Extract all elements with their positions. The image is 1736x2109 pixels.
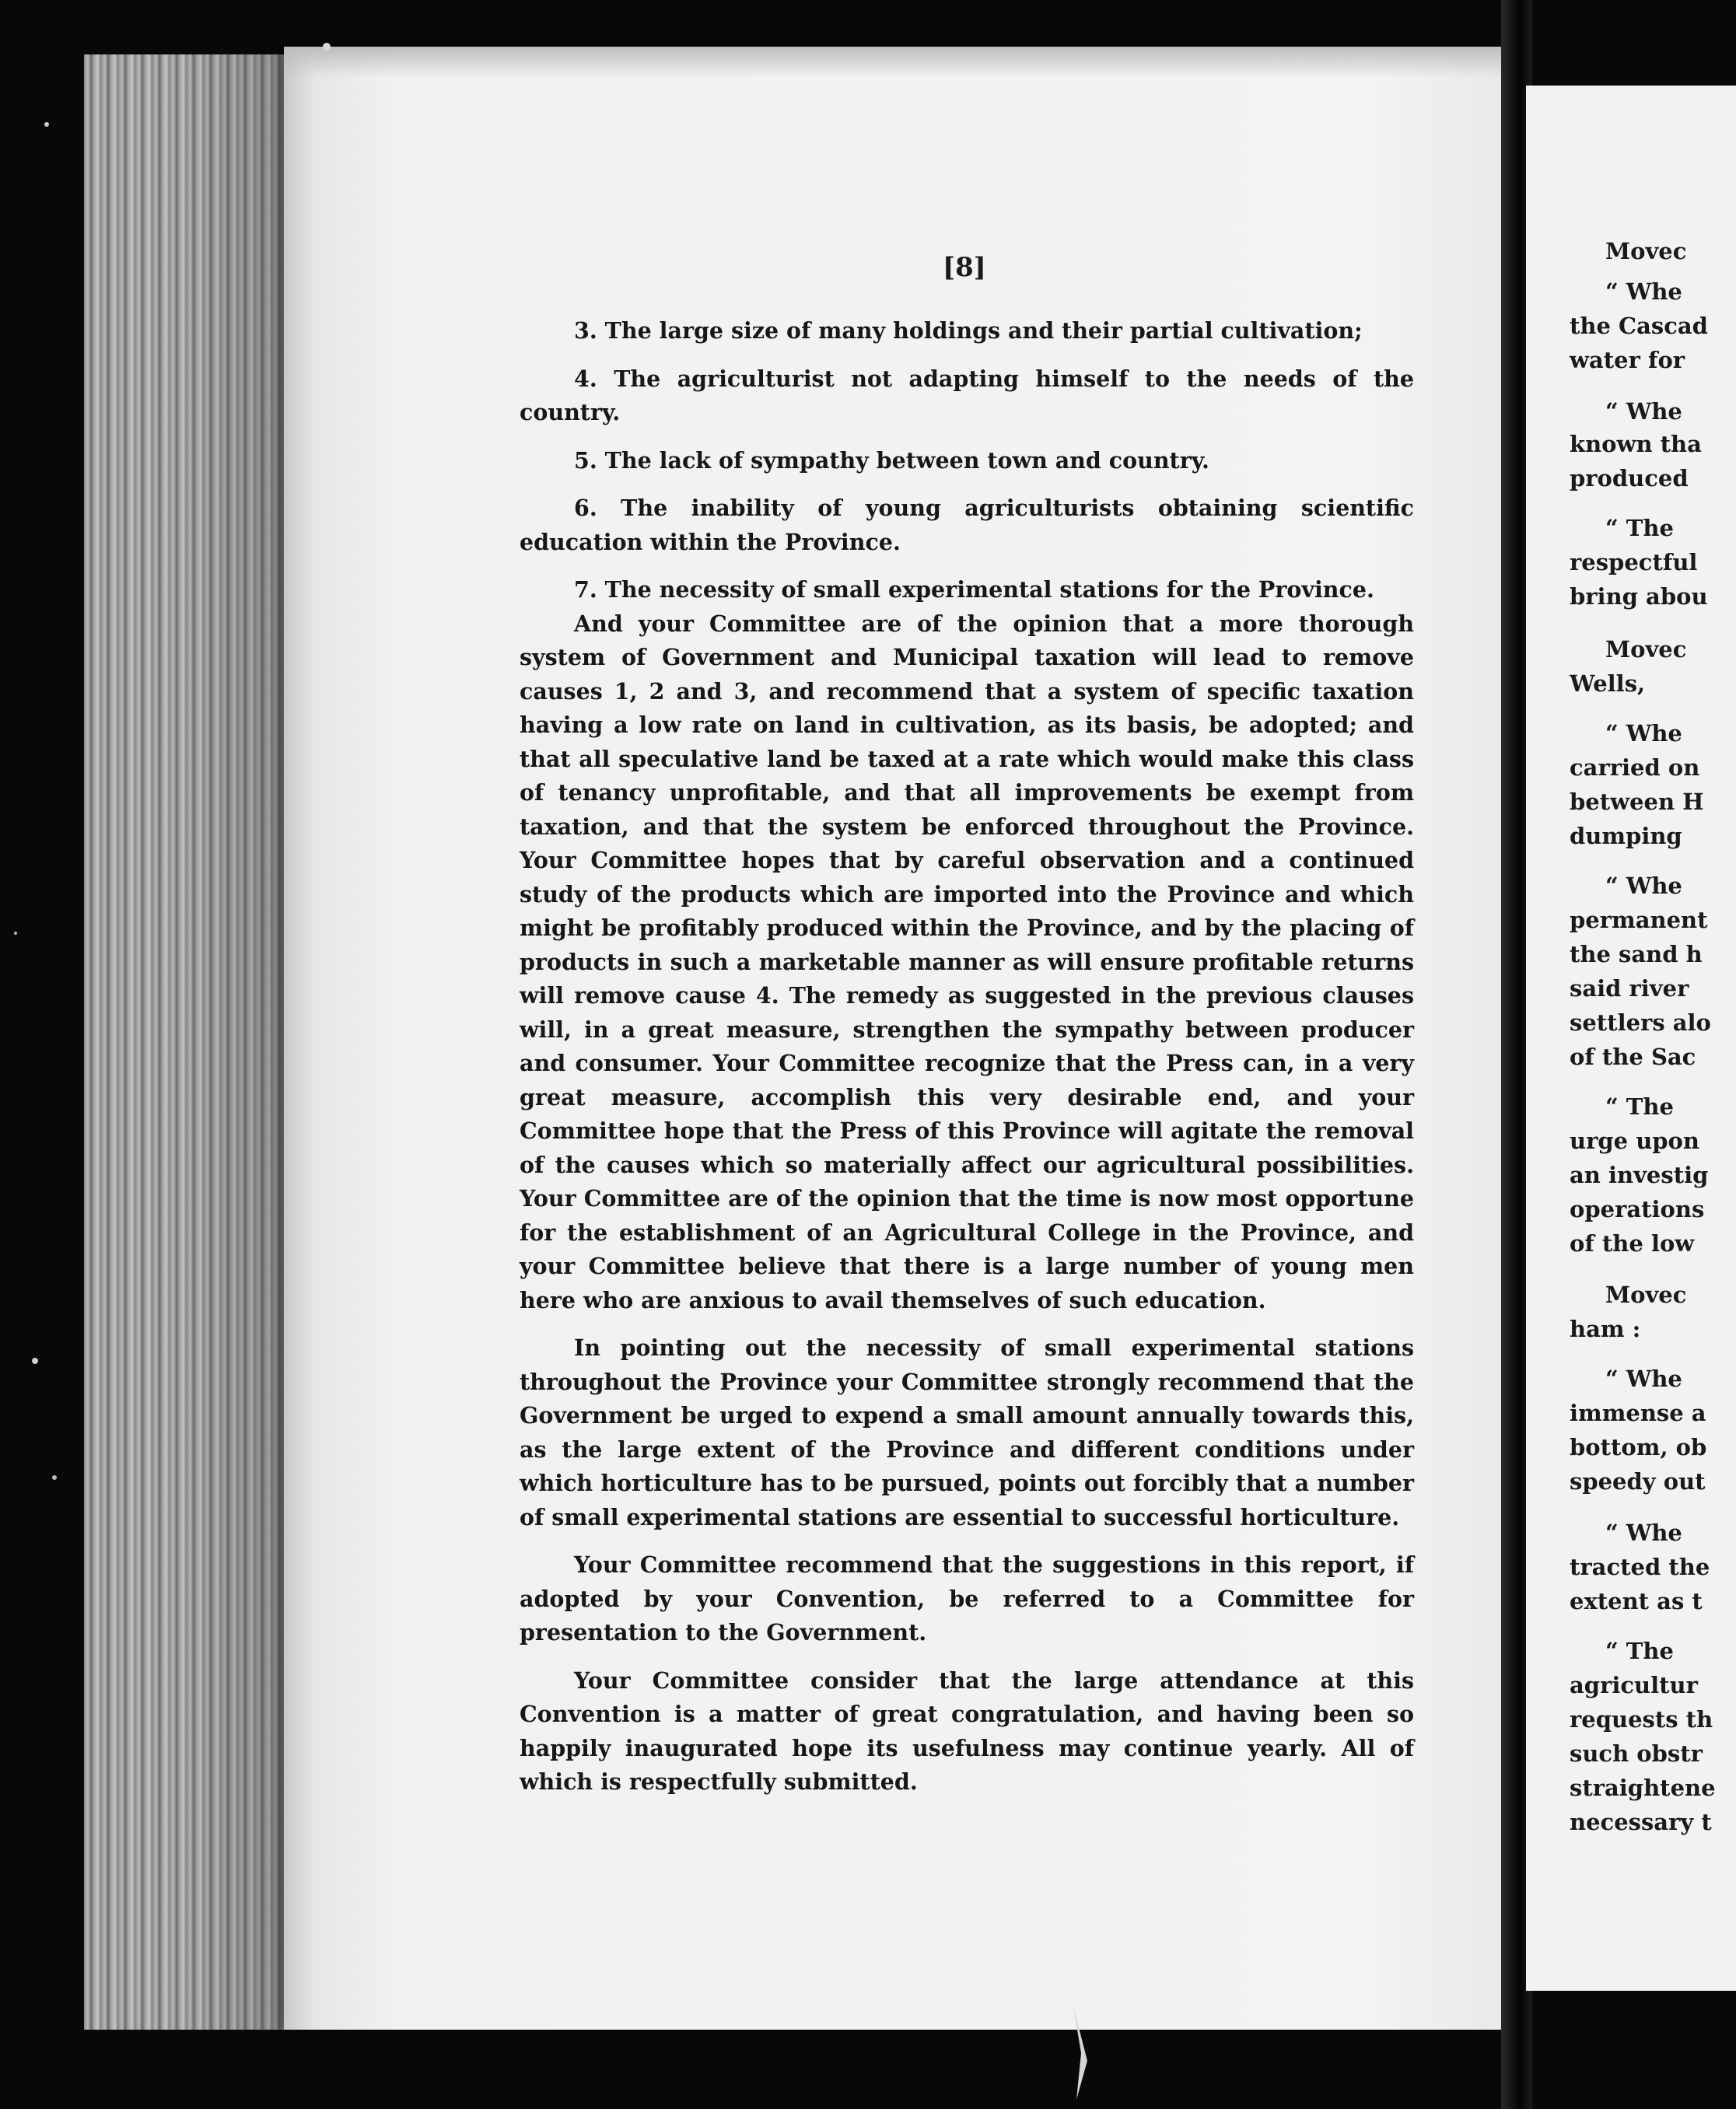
facing-page-line: said river [1570, 975, 1689, 1002]
facing-page-line: “ Whe [1605, 1366, 1682, 1392]
facing-page-line: produced [1570, 465, 1689, 491]
paragraph-taxation: And your Committee are of the opinion that a more thorough system of Government and Municipal taxation will lead to remove causes 1, 2 and 3, and recommend that a system of specific taxation having a low rate on land in cultivation, as its basis, be adopted; and that all speculative land be taxed at a rate which would make this class of tenancy unprofitable, and that all improvements be exempt from taxation, and that the system be enforced throughout the Province. Your Committee hopes that by careful observation and a continued study of the products which are imported into the Province and which might be profitably produced within the Province, and by the placing of products in such a marketable manner as will ensure profitable returns will remove cause 4. The remedy as suggested in the previous clauses will, in a great measure, strengthen the sympathy between producer and consumer. Your Committee recognize that the Press can, in a very great measure, accomplish this very desirable end, and your Committee hope that the Press of this Province will agitate the removal of the causes which so materially affect our agricultural possibilities. Your Committee are of the opinion that the time is now most opportune for the establishment of an Agricultural College in the Province, and your Committee believe that there is a large number of young men here who are anxious to avail themselves of such education. [520, 610, 1414, 1313]
page-body [520, 314, 1414, 1813]
page-edges-shadow [179, 54, 296, 2030]
facing-page-line: necessary t [1570, 1809, 1712, 1835]
list-item-5: 5. The lack of sympathy between town and country. [574, 446, 1209, 474]
facing-page-line: bring abou [1570, 583, 1708, 610]
facing-page-line: permanent [1570, 907, 1708, 933]
facing-page-line: tracted the [1570, 1554, 1710, 1580]
facing-page-line: carried on [1570, 754, 1700, 781]
facing-page-line: straightene [1570, 1775, 1716, 1801]
facing-page-line: immense a [1570, 1400, 1706, 1426]
list-item-4: 4. The agriculturist not adapting himself to the needs of the country. [520, 365, 1414, 425]
facing-page-line: between H [1570, 789, 1704, 815]
facing-page-line: bottom, ob [1570, 1434, 1707, 1460]
facing-page-line: urge upon [1570, 1128, 1699, 1154]
facing-page-line: “ The [1605, 515, 1674, 541]
page-number: [8] [943, 252, 986, 283]
list-item-7: 7. The necessity of small experimental stations for the Province. [574, 576, 1374, 603]
facing-page [1526, 86, 1736, 1991]
list-item-6: 6. The inability of young agriculturists obtaining scientific education within the Province. [520, 495, 1414, 555]
list-item-3: 3. The large size of many holdings and their partial cultivation; [574, 317, 1363, 344]
facing-page-line: speedy out [1570, 1468, 1706, 1495]
facing-page-line: ham : [1570, 1316, 1641, 1342]
facing-page-line: dumping [1570, 823, 1682, 849]
facing-page-line: the Cascad [1570, 313, 1708, 339]
facing-page-line: respectful [1570, 549, 1698, 575]
facing-page-line: extent as t [1570, 1588, 1703, 1614]
facing-page-line: Movec [1605, 636, 1687, 663]
facing-page-line: Movec [1605, 1282, 1687, 1308]
facing-page-line: Wells, [1570, 670, 1646, 697]
facing-page-line: “ The [1605, 1093, 1674, 1120]
facing-page-line: requests th [1570, 1706, 1713, 1733]
facing-page-line: water for [1570, 347, 1685, 373]
facing-page-line: an investig [1570, 1162, 1709, 1188]
paragraph-recommendation: Your Committee recommend that the suggestions in this report, if adopted by your Convention, be referred to a Committee for presentation to the Government. [520, 1551, 1414, 1646]
facing-page-line: “ Whe [1605, 873, 1682, 899]
facing-page-line: “ Whe [1605, 1520, 1682, 1546]
facing-page-line: “ The [1605, 1638, 1674, 1664]
facing-page-line: Movec [1605, 238, 1687, 264]
facing-page-line: known tha [1570, 431, 1702, 457]
facing-page-line: “ Whe [1605, 278, 1682, 305]
paragraph-closing: Your Committee consider that the large attendance at this Convention is a matter of great congratulation, and having been so happily inaugurated hope its usefulness may continue yearly. All of which is respectfully submitted. [520, 1667, 1414, 1795]
facing-page-line: the sand h [1570, 941, 1703, 967]
facing-page-line: “ Whe [1605, 720, 1682, 747]
facing-page-line: agricultur [1570, 1672, 1698, 1698]
paragraph-experimental-stations: In pointing out the necessity of small experimental stations throughout the Province your Committee strongly recommend that the Government be urged to expend a small amount annually towards this, as the large extent of the Province and different conditions under which horticulture has to be pursued, points out forcibly that a number of small experimental stations are essential to successful horticulture. [520, 1334, 1414, 1530]
facing-page-line: of the low [1570, 1230, 1695, 1257]
facing-page-line: “ Whe [1605, 398, 1682, 425]
page-top-shadow [284, 47, 1501, 78]
facing-page-line: settlers alo [1570, 1009, 1711, 1036]
facing-page-line: operations [1570, 1196, 1705, 1222]
facing-page-line: such obstr [1570, 1740, 1703, 1767]
facing-page-line: of the Sac [1570, 1044, 1696, 1070]
